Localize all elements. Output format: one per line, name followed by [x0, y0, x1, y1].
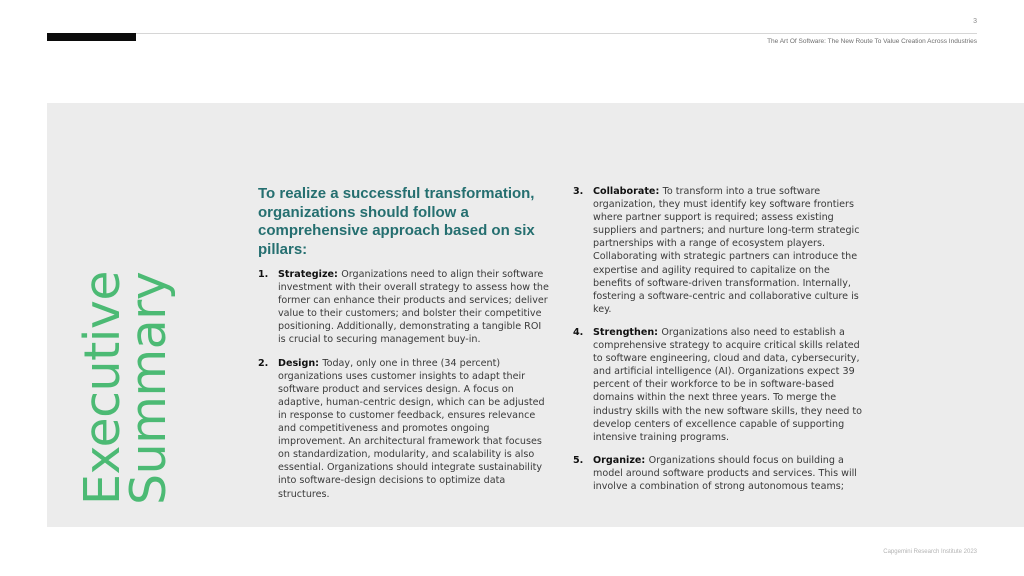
pillar-item	[258, 357, 550, 501]
pillar-number: 2.	[258, 357, 269, 369]
intro-heading: To realize a successful transformation, organizations should follow a comprehensive approach based on six pillars:	[258, 185, 535, 258]
pillar-name: Strategize:	[278, 269, 342, 280]
pillar-text: Organizations need to align their software investment with their overall strategy to assess how the former can enhance their products and services; deliver value to their customers; and bolster their competitive positioning. Additionally, demonstrating a tangible ROI is crucial to securing management buy-in.	[278, 269, 549, 346]
footer-credit: Capgemini Research Institute 2023	[883, 549, 977, 555]
pillar-number: 1.	[258, 269, 269, 280]
pillar-text: Today, only one in three (34 percent) organizations uses customer insights to adapt their software product and services design. A focus on adaptive, human-centric design, which can be adjusted in response to customer feedback, ensures relevance and competitiveness and promotes ongoing improvement. An architectural framework that focuses on standardization, modularity, and scalability is also essential. Organizations should integrate sustainability into software-design decisions to optimize data structures.	[278, 357, 545, 500]
pillar-text: Organizations should focus on building a model around software products and services. This will involve a combination of strong autonomous teams;	[593, 454, 857, 492]
right-column	[573, 185, 868, 503]
pillar-name: Strengthen:	[593, 326, 662, 338]
pillar-name: Organize:	[593, 454, 649, 466]
pillar-name: Design:	[278, 357, 323, 369]
page-number: 3	[973, 18, 977, 25]
section-title	[74, 270, 177, 505]
pillar-item	[573, 326, 868, 444]
header-accent-bar	[47, 33, 136, 41]
section-title-line-2: Summary	[120, 271, 177, 505]
pillar-item	[258, 268, 550, 347]
report-title: The Art Of Software: The New Route To Value Creation Across Industries	[767, 38, 977, 45]
pillar-text: To transform into a true software organization, they must identify key software frontiers where partner support is required; assess existing suppliers and partners; and nurture long-term strategic partnerships with a range of ecosystem players. Collaborating with strategic partners can introduce the expertise and agility required to capitalize on the benefits of software-driven transformation. Internally, fostering a software-centric and collaborative culture is key.	[593, 186, 860, 315]
pillar-item	[573, 454, 868, 493]
pillar-number: 5.	[573, 454, 584, 466]
left-column	[258, 185, 550, 511]
header-rule	[47, 33, 977, 34]
section-title-line-1: Executive	[74, 270, 131, 505]
pillar-name: Collaborate:	[593, 186, 663, 197]
pillar-item	[573, 185, 868, 316]
pillar-number: 4.	[573, 326, 584, 338]
pillar-text: Organizations also need to establish a comprehensive strategy to acquire critical skills related to software engineering, cloud and data, cybersecurity, and artificial intelligence (AI). Organizations expect 39 percent of their workforce to be in software-based domains within the next three years. To merge the industry skills with the new software skills, they need to develop centers of excellence capable of supporting intensive training programs.	[593, 326, 863, 443]
pillar-number: 3.	[573, 186, 584, 197]
